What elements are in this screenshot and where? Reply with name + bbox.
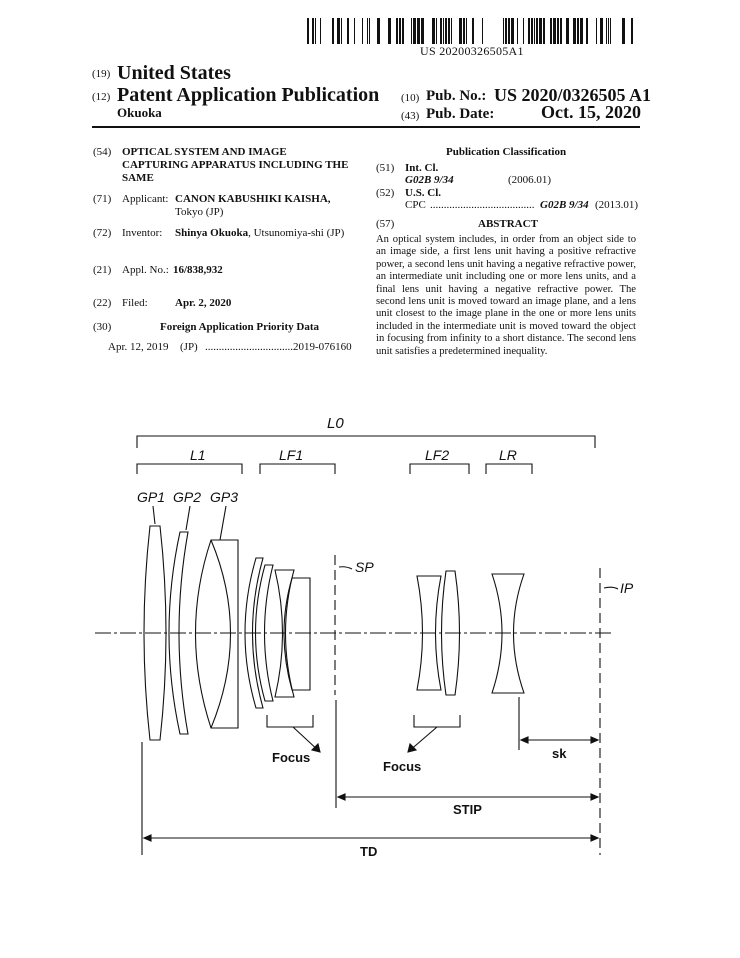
inventor-line bbox=[175, 227, 344, 240]
barcode-bar bbox=[482, 18, 483, 44]
barcode-bar bbox=[312, 18, 314, 44]
barcode-bar bbox=[536, 18, 538, 44]
abstract-text: An optical system includes, in order from an object side to an image side, a first lens unit having a positive refractive power, a second lens unit having a negative refractive power, an intermediate unit including one or more lens units, and a final lens unit having a negative refractive power. The second lens unit is moved toward an image plane, and a lens unit closest to the image plane in the one or more lens units included in the intermediate unit is moved toward the object in focusing from infinity to a short distance. The second lens unit satisfies a predetermined inequality. bbox=[376, 234, 636, 357]
barcode-bar bbox=[566, 18, 569, 44]
lens-gp3-cement bbox=[211, 540, 231, 728]
barcode-bar bbox=[543, 18, 545, 44]
inventor-name: Shinya Okuoka bbox=[175, 227, 249, 239]
label-gp2: GP2 bbox=[173, 489, 202, 505]
stip-arrow-r bbox=[591, 794, 598, 800]
barcode-bar bbox=[421, 18, 424, 44]
barcode-bar bbox=[472, 18, 474, 44]
sk-arrow-r bbox=[591, 737, 598, 743]
label-lr: LR bbox=[499, 447, 517, 463]
title-line-2: CAPTURING APPARATUS INCLUDING THE bbox=[122, 159, 349, 171]
barcode-bar bbox=[347, 18, 349, 44]
label-lf2: LF2 bbox=[425, 447, 450, 463]
priority-number: 2019-076160 bbox=[293, 341, 352, 353]
barcode-bar bbox=[528, 18, 530, 44]
barcode-bar bbox=[307, 18, 309, 44]
applicant-name: CANON KABUSHIKI KAISHA, bbox=[175, 193, 331, 205]
code-52: (52) bbox=[376, 187, 395, 199]
label-gp3: GP3 bbox=[210, 489, 239, 505]
code-12: (12) bbox=[92, 91, 111, 103]
lens-diagram bbox=[0, 400, 740, 870]
cpc-label: CPC bbox=[405, 199, 426, 211]
barcode-bar bbox=[448, 18, 450, 44]
filed-label: Filed: bbox=[122, 297, 148, 309]
label-focus-1: Focus bbox=[272, 750, 311, 765]
label-gp1: GP1 bbox=[137, 489, 166, 505]
invention-title bbox=[122, 146, 348, 185]
code-10: (10) bbox=[401, 92, 420, 104]
pub-no-label: Pub. No.: bbox=[426, 88, 487, 104]
pub-class-heading: Publication Classification bbox=[446, 146, 567, 158]
barcode-bar bbox=[550, 18, 552, 44]
leader-gp2 bbox=[186, 506, 190, 530]
lens-gp3 bbox=[196, 540, 239, 728]
barcode-bar bbox=[631, 18, 633, 44]
barcode-bar bbox=[459, 18, 462, 44]
barcode-bar bbox=[534, 18, 535, 44]
barcode-bar bbox=[511, 18, 514, 44]
pub-date: Oct. 15, 2020 bbox=[541, 102, 641, 122]
appl-no-label: Appl. No.: bbox=[122, 264, 169, 276]
barcode-bar bbox=[503, 18, 504, 44]
stip-arrow-l bbox=[338, 794, 345, 800]
label-focus-2: Focus bbox=[383, 759, 422, 774]
barcode-bar bbox=[557, 18, 559, 44]
barcode-bar bbox=[560, 18, 562, 44]
barcode-bar bbox=[573, 18, 576, 44]
barcode-bar bbox=[367, 18, 368, 44]
focus-arrowhead-2 bbox=[408, 744, 416, 752]
code-51: (51) bbox=[376, 162, 395, 174]
barcode-bar bbox=[586, 18, 588, 44]
applicant-label: Applicant: bbox=[122, 193, 169, 205]
barcode-bar bbox=[610, 18, 611, 44]
priority-date: Apr. 12, 2019 bbox=[108, 341, 169, 353]
label-lf1: LF1 bbox=[279, 447, 304, 463]
barcode-bar bbox=[505, 18, 507, 44]
cpc-year: (2013.01) bbox=[595, 199, 639, 211]
leader-ip bbox=[604, 587, 618, 589]
pub-date-label: Pub. Date: bbox=[426, 106, 495, 122]
cpc-dots: ...................................... bbox=[430, 199, 535, 211]
code-21: (21) bbox=[93, 264, 112, 276]
barcode-bar bbox=[577, 18, 579, 44]
barcode-bar bbox=[320, 18, 321, 44]
bracket-lr bbox=[486, 464, 532, 474]
code-43: (43) bbox=[401, 110, 420, 122]
barcode-bar bbox=[377, 18, 380, 44]
barcode-bar bbox=[337, 18, 340, 44]
title-line-1: OPTICAL SYSTEM AND IMAGE bbox=[122, 146, 287, 158]
barcode-bar bbox=[354, 18, 355, 44]
inventor-label: Inventor: bbox=[122, 227, 163, 239]
applicant-location: Tokyo (JP) bbox=[175, 206, 224, 218]
barcode-bar bbox=[417, 18, 420, 44]
label-sk: sk bbox=[552, 746, 567, 761]
bracket-l0 bbox=[137, 436, 595, 448]
barcode-bar bbox=[517, 18, 518, 44]
barcode-bar bbox=[466, 18, 467, 44]
td-arrow-l bbox=[144, 835, 151, 841]
leader-gp1 bbox=[153, 506, 155, 524]
int-cl: G02B 9/34 bbox=[405, 174, 454, 186]
barcode-bar bbox=[436, 18, 437, 44]
barcode-bar bbox=[440, 18, 442, 44]
barcode-bar bbox=[388, 18, 391, 44]
code-19: (19) bbox=[92, 68, 111, 80]
barcode-bar bbox=[402, 18, 404, 44]
barcode-number: US 20200326505A1 bbox=[420, 44, 524, 58]
us-cl-label: U.S. Cl. bbox=[405, 187, 442, 199]
pub-no: US 2020/0326505 A1 bbox=[494, 85, 652, 105]
barcode-bar bbox=[596, 18, 597, 44]
focus-bracket-2 bbox=[414, 715, 460, 727]
barcode-bar bbox=[580, 18, 583, 44]
label-td: TD bbox=[360, 844, 378, 859]
label-stip: STIP bbox=[453, 802, 482, 817]
priority-country: (JP) bbox=[180, 341, 198, 353]
appl-no: 16/838,932 bbox=[173, 264, 223, 276]
code-72: (72) bbox=[93, 227, 112, 239]
barcode-bar bbox=[396, 18, 398, 44]
barcode-bar bbox=[445, 18, 447, 44]
lens-lr bbox=[492, 574, 524, 693]
barcode-bar bbox=[443, 18, 444, 44]
barcode-bar bbox=[608, 18, 609, 44]
barcode-bar bbox=[315, 18, 316, 44]
inventor-short: Okuoka bbox=[117, 105, 162, 120]
code-54: (54) bbox=[93, 146, 112, 158]
int-cl-label: Int. Cl. bbox=[405, 162, 439, 174]
country: United States bbox=[117, 62, 231, 84]
barcode-bar bbox=[622, 18, 625, 44]
priority-heading: Foreign Application Priority Data bbox=[160, 321, 319, 333]
barcode bbox=[307, 18, 637, 44]
code-71: (71) bbox=[93, 193, 112, 205]
code-57: (57) bbox=[376, 218, 395, 230]
barcode-bar bbox=[600, 18, 603, 44]
barcode-bar bbox=[606, 18, 607, 44]
barcode-bar bbox=[451, 18, 452, 44]
barcode-bar bbox=[362, 18, 363, 44]
focus-bracket-1 bbox=[267, 715, 313, 727]
barcode-bar bbox=[399, 18, 401, 44]
int-cl-year: (2006.01) bbox=[508, 174, 552, 186]
code-22: (22) bbox=[93, 297, 112, 309]
barcode-bar bbox=[341, 18, 342, 44]
filed-date: Apr. 2, 2020 bbox=[175, 297, 232, 309]
lens-lf1-b bbox=[284, 578, 310, 690]
barcode-bar bbox=[539, 18, 542, 44]
abstract-heading: ABSTRACT bbox=[478, 218, 538, 230]
barcode-bar bbox=[553, 18, 556, 44]
label-ip: IP bbox=[620, 580, 634, 596]
bracket-l1 bbox=[137, 464, 242, 474]
label-l0: L0 bbox=[327, 415, 344, 432]
barcode-bar bbox=[332, 18, 334, 44]
barcode-bar bbox=[531, 18, 533, 44]
barcode-bar bbox=[411, 18, 412, 44]
barcode-bar bbox=[432, 18, 435, 44]
leader-gp3 bbox=[220, 506, 226, 540]
bracket-lf2 bbox=[410, 464, 469, 474]
code-30: (30) bbox=[93, 321, 112, 333]
barcode-bar bbox=[369, 18, 370, 44]
barcode-bar bbox=[523, 18, 524, 44]
title-line-3: SAME bbox=[122, 172, 154, 184]
header-rule bbox=[92, 126, 640, 128]
bracket-lf1 bbox=[260, 464, 335, 474]
inventor-location: , Utsunomiya-shi (JP) bbox=[248, 227, 345, 239]
label-sp: SP bbox=[355, 559, 374, 575]
barcode-bar bbox=[508, 18, 510, 44]
cpc-class: G02B 9/34 bbox=[540, 199, 589, 211]
barcode-bar bbox=[463, 18, 465, 44]
label-l1: L1 bbox=[190, 447, 206, 463]
sk-arrow-l bbox=[521, 737, 528, 743]
td-arrow-r bbox=[591, 835, 598, 841]
leader-sp bbox=[339, 567, 352, 569]
barcode-bar bbox=[413, 18, 416, 44]
pub-type: Patent Application Publication bbox=[117, 84, 380, 106]
priority-dots: ................................ bbox=[205, 341, 293, 353]
